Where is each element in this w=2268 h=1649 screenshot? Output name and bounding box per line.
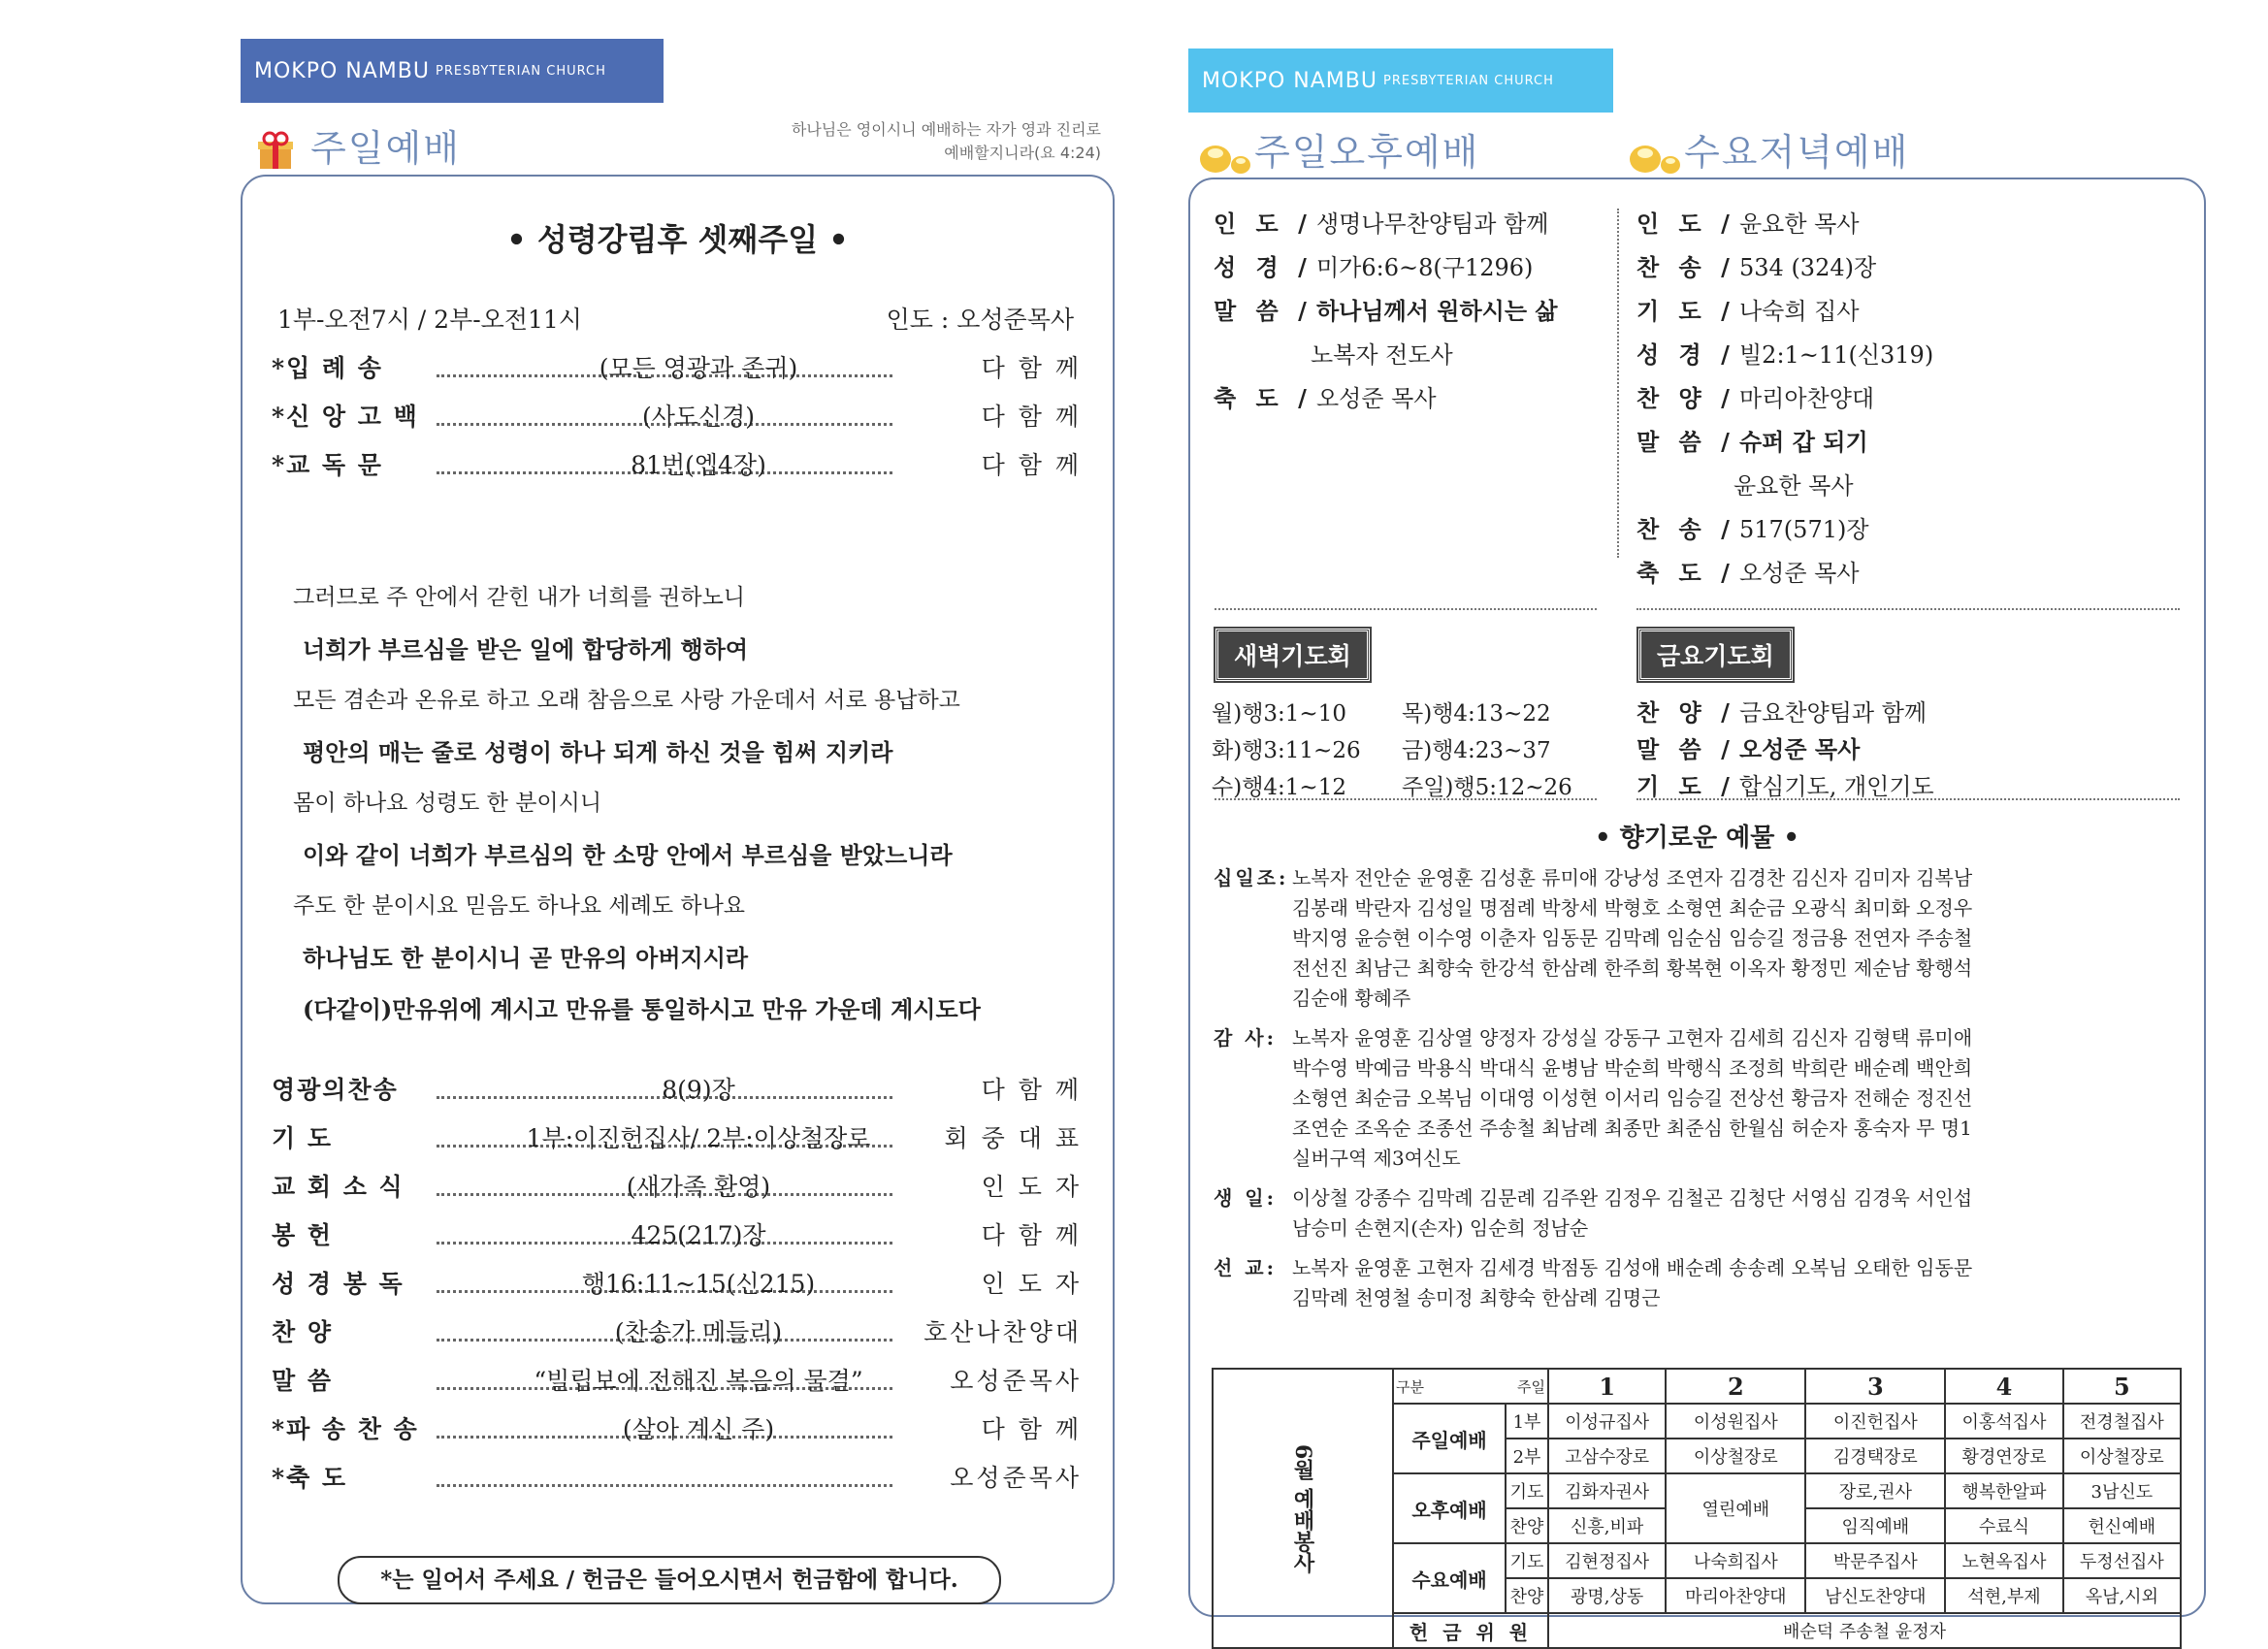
left-page — [204, 39, 1130, 1625]
field-value: 금요찬양팀과 함께 — [1739, 699, 1928, 727]
week-number: 4 — [1945, 1369, 2062, 1404]
schedule-cell: 나숙희집사 — [1666, 1543, 1805, 1578]
field-value: 오성준 목사 — [1316, 385, 1437, 412]
scripture-quote — [792, 118, 1101, 165]
schedule-cell: 이진헌집사 — [1805, 1404, 1945, 1439]
dawn-reading: 주일)행5:12~26 — [1402, 775, 1572, 800]
offering-name-line: 실버구역 제3여신도 — [1292, 1147, 1461, 1170]
offering-category: 선 교: — [1214, 1256, 1277, 1279]
divider — [1215, 608, 1597, 610]
schedule-cell: 광명,상동 — [1548, 1578, 1666, 1613]
reading-line: 평안의 매는 줄로 성령이 하나 되게 하신 것을 힘써 지키라 — [303, 738, 893, 766]
schedule-cell: 박문주집사 — [1805, 1543, 1945, 1578]
field-value: 오성준 목사 — [1739, 735, 1861, 763]
field-value: 윤요한 목사 — [1733, 472, 1854, 500]
field-value: 534 (324)장 — [1739, 254, 1877, 281]
order-item-name: *축 도 — [272, 1464, 348, 1492]
order-item-leader: 인 도 자 — [981, 1173, 1082, 1201]
schedule-cell: 노현옥집사 — [1945, 1543, 2062, 1578]
reading-line: 주도 한 분이시요 믿음도 하나요 세례도 하나요 — [293, 893, 746, 919]
schedule-cell: 전경철집사 — [2063, 1404, 2181, 1439]
order-item-detail: 1부:이진헌집사/ 2부:이상철장로 — [526, 1124, 871, 1152]
brand-banner-right — [1188, 48, 1613, 113]
offering-category: 감 사: — [1214, 1026, 1277, 1050]
column-divider — [1617, 209, 1619, 558]
schedule-group: 오후예배 — [1393, 1473, 1506, 1543]
order-item-detail: 425(217)장 — [631, 1221, 766, 1249]
schedule-cell: 마리아찬양대 — [1666, 1578, 1805, 1613]
schedule-cell: 석현,부제 — [1945, 1578, 2062, 1613]
service-schedule-table — [1212, 1368, 2182, 1649]
schedule-cell: 행복한알파 — [1945, 1473, 2062, 1508]
wednesday-title-text: 수요저녁예배 — [1684, 131, 1910, 174]
section-title-afternoon — [1198, 122, 1479, 177]
offering-names — [1292, 1183, 2194, 1244]
section-title-text: 주일예배 — [310, 127, 461, 170]
field-label: 기 도 / — [1636, 772, 1735, 800]
offering-names — [1292, 863, 2194, 1014]
order-item-leader: 다 함 께 — [981, 1076, 1082, 1104]
dawn-reading: 금)행4:23~37 — [1402, 738, 1551, 763]
reading-line: 너희가 부르심을 받은 일에 합당하게 행하여 — [303, 635, 749, 663]
order-item-name: 교 회 소 식 — [272, 1173, 405, 1201]
order-item-leader: 다 함 께 — [981, 1415, 1082, 1443]
field-value: 윤요한 목사 — [1739, 210, 1860, 238]
schedule-sub: 2부 — [1506, 1439, 1548, 1473]
service-heading: • 성령강림후 셋째주일 • — [506, 221, 849, 258]
candle-icon — [1628, 134, 1670, 177]
order-item-leader: 인 도 자 — [981, 1270, 1082, 1298]
field-label: 말 씀 / — [1636, 735, 1735, 763]
dawn-prayer-tag: 새벽기도회 — [1215, 629, 1370, 681]
field-value: 오성준 목사 — [1739, 560, 1860, 587]
field-value: 빌2:1~11(신319) — [1739, 341, 1934, 369]
dawn-reading: 화)행3:11~26 — [1212, 738, 1361, 763]
standing-note: *는 일어서 주세요 / 헌금은 들어오시면서 헌금함에 합니다. — [338, 1556, 1001, 1604]
offering-name-line: 김순애 황혜주 — [1292, 986, 1411, 1010]
divider — [1636, 798, 2180, 800]
schedule-sub: 찬양 — [1506, 1508, 1548, 1543]
offering-name-line: 노복자 윤영훈 고현자 김세경 박점동 김성애 배순례 송송례 오복님 오태한 임동문 — [1292, 1256, 1973, 1279]
schedule-group: 주일예배 — [1393, 1404, 1506, 1473]
offering-category: 생 일: — [1214, 1186, 1277, 1210]
order-item-detail: (살아 계신 주) — [622, 1415, 775, 1443]
field-label: 찬 송 / — [1636, 515, 1735, 543]
dawn-reading: 월)행3:1~10 — [1212, 701, 1346, 727]
order-item-name: *신 앙 고 백 — [272, 403, 419, 431]
section-title-wednesday — [1628, 122, 1909, 177]
schedule-cell: 고삼수장로 — [1548, 1439, 1666, 1473]
offering-name-line: 김막례 천영철 송미정 최향숙 한삼례 김명근 — [1292, 1286, 1661, 1310]
field-label: 말 씀 / — [1636, 428, 1735, 456]
field-value: 마리아찬양대 — [1739, 385, 1875, 412]
field-label: 축 도 / — [1636, 559, 1735, 587]
schedule-cell: 두정선집사 — [2063, 1543, 2181, 1578]
order-item-detail: 81번(엡4장) — [631, 451, 766, 479]
field-value: 슈퍼 갑 되기 — [1739, 428, 1868, 456]
offering-name-line: 김봉래 박란자 김성일 명점례 박창세 박형호 소형연 최순금 오광식 최미화 오정우 — [1292, 896, 1973, 920]
order-item-detail: (모든 영광과 존귀) — [599, 354, 798, 382]
schedule-cell: 김현정집사 — [1548, 1543, 1666, 1578]
sunday-service-box — [241, 175, 1115, 1604]
schedule-cell: 헌신예배 — [2063, 1508, 2181, 1543]
order-item-name: 봉 헌 — [272, 1221, 334, 1249]
offering-name-line: 박지영 윤승현 이수영 이춘자 임동문 김막례 임순심 임승길 정금용 전연자 주송철 — [1292, 926, 1973, 950]
order-item-detail: “빌립보에 전해진 복음의 물결” — [534, 1367, 863, 1395]
offering-name-line: 박수영 박예금 박용식 박대식 윤병남 박순희 박행식 조정희 박희란 배순례 백안희 — [1292, 1056, 1973, 1080]
offering-names — [1292, 1253, 2194, 1313]
order-item-detail: 8(9)장 — [662, 1076, 735, 1104]
field-label: 인 도 / — [1636, 210, 1735, 238]
week-number: 3 — [1805, 1369, 1945, 1404]
schedule-cell: 황경연장로 — [1945, 1439, 2062, 1473]
field-label: 말 씀 / — [1214, 297, 1312, 325]
offering-title: • 향기로운 예물 • — [1594, 824, 1800, 853]
field-value: 미가6:6~8(구1296) — [1316, 254, 1534, 281]
offering-category: 십일조: — [1214, 866, 1289, 889]
field-label: 찬 송 / — [1636, 253, 1735, 281]
order-item-detail: 행16:11~15(신215) — [581, 1270, 816, 1298]
order-item-leader: 회 중 대 표 — [944, 1124, 1082, 1152]
order-item-leader: 호산나찬양대 — [923, 1318, 1082, 1346]
field-value: 나숙희 집사 — [1739, 298, 1860, 325]
schedule-sub: 1부 — [1506, 1404, 1548, 1439]
offering-name-line: 소형연 최순금 오복님 이대영 이성현 이서리 임승길 전상선 황금자 전해순 정진선 — [1292, 1086, 1973, 1110]
divider — [1636, 608, 2180, 610]
brand-banner — [241, 39, 664, 103]
order-item-name: 찬 양 — [272, 1318, 334, 1346]
schedule-cell: 신흥,비파 — [1548, 1508, 1666, 1543]
schedule-sub: 기도 — [1506, 1473, 1548, 1508]
week-number: 2 — [1666, 1369, 1805, 1404]
schedule-sub: 찬양 — [1506, 1578, 1548, 1613]
offering-name-line: 조연순 조옥순 조종선 주송철 최남례 최종만 최준심 한월심 허순자 홍숙자 무 명1 — [1292, 1116, 1972, 1140]
schedule-cell: 김화자권사 — [1548, 1473, 1666, 1508]
order-item-detail: (새가족 환영) — [626, 1173, 771, 1201]
field-value: 517(571)장 — [1739, 516, 1869, 543]
order-item-leader: 오성준목사 — [950, 1367, 1082, 1395]
reading-line: (다같이)만유위에 계시고 만유를 통일하시고 만유 가운데 계시도다 — [303, 995, 981, 1023]
schedule-cell: 장로,권사 — [1805, 1473, 1945, 1508]
offering-name-line: 노복자 전안순 윤영훈 김성훈 류미애 강낭성 조연자 김경찬 김신자 김미자 김복남 — [1292, 866, 1973, 889]
schedule-cell: 수료식 — [1945, 1508, 2062, 1543]
reading-line: 몸이 하나요 성령도 한 분이시니 — [293, 791, 602, 816]
brand-name: MOKPO NAMBU — [254, 58, 430, 83]
divider — [1215, 798, 1597, 800]
schedule-cell: 3남신도 — [2063, 1473, 2181, 1508]
field-value: 하나님께서 원하시는 삶 — [1316, 297, 1558, 325]
service-leader: 인도 : 오성준목사 — [886, 306, 1074, 334]
order-item-name: 기 도 — [272, 1124, 334, 1152]
offering-name-line: 남승미 손현지(손자) 임순희 정남순 — [1292, 1216, 1589, 1240]
field-value: 노복자 전도사 — [1311, 341, 1453, 369]
reading-line: 모든 겸손과 온유로 하고 오래 참음으로 사랑 가운데서 서로 용납하고 — [293, 688, 960, 713]
brand-subtitle: PRESBYTERIAN CHURCH — [435, 63, 606, 79]
reading-line: 하나님도 한 분이시니 곧 만유의 아버지시라 — [303, 944, 749, 972]
afternoon-title-text: 주일오후예배 — [1254, 131, 1480, 174]
order-item-detail: (사도신경) — [641, 403, 756, 431]
corner-right: 주일 — [1517, 1377, 1545, 1396]
schedule-cell: 남신도찬양대 — [1805, 1578, 1945, 1613]
service-times: 1부-오전7시 / 2부-오전11시 — [277, 306, 582, 334]
order-item-leader: 다 함 께 — [981, 354, 1082, 382]
order-item-name: *입 례 송 — [272, 354, 383, 382]
schedule-cell: 이성규집사 — [1548, 1404, 1666, 1439]
week-number: 5 — [2063, 1369, 2181, 1404]
order-item-leader: 다 함 께 — [981, 403, 1082, 431]
right-page — [1183, 48, 2226, 1644]
friday-prayer-tag: 금요기도회 — [1638, 629, 1793, 681]
dawn-reading: 수)행4:1~12 — [1212, 775, 1346, 800]
offering-name-line: 노복자 윤영훈 김상열 양정자 강성실 강동구 고현자 김세희 김신자 김형택 류미애 — [1292, 1026, 1973, 1050]
order-item-name: *파 송 찬 송 — [272, 1415, 419, 1443]
right-content-box — [1188, 178, 2206, 1644]
brand-subtitle: PRESBYTERIAN CHURCH — [1382, 73, 1554, 88]
section-title-sunday — [254, 118, 461, 173]
schedule-sub: 기도 — [1506, 1543, 1548, 1578]
gift-icon — [254, 130, 297, 173]
reading-line: 이와 같이 너희가 부르심의 한 소망 안에서 부르심을 받았느니라 — [303, 841, 953, 869]
schedule-cell: 이성원집사 — [1666, 1404, 1805, 1439]
field-label: 인 도 / — [1214, 210, 1312, 238]
order-item-name: 영광의찬송 — [272, 1076, 399, 1104]
candle-icon — [1198, 134, 1241, 177]
week-number: 1 — [1548, 1369, 1666, 1404]
corner-left: 구분 — [1396, 1377, 1424, 1396]
schedule-cell: 열린예배 — [1666, 1473, 1805, 1543]
scripture-line-1: 하나님은 영이시니 예배하는 자가 영과 진리로 — [791, 120, 1101, 139]
offering-names — [1292, 1023, 2194, 1174]
field-value: 생명나무찬양팀과 함께 — [1316, 210, 1549, 238]
field-value: 합심기도, 개인기도 — [1739, 773, 1934, 800]
scripture-line-2: 예배할지니라(요 4:24) — [944, 144, 1101, 162]
order-item-leader: 다 함 께 — [981, 1221, 1082, 1249]
field-label: 성 경 / — [1636, 340, 1735, 369]
order-item-leader: 다 함 께 — [981, 451, 1082, 479]
order-item-detail: (찬송가 메들리) — [614, 1318, 783, 1346]
schedule-footer-value: 배순덕 주송철 윤정자 — [1548, 1613, 2181, 1648]
dawn-reading: 목)행4:13~22 — [1402, 701, 1551, 727]
brand-name: MOKPO NAMBU — [1202, 68, 1377, 93]
field-label: 성 경 / — [1214, 253, 1312, 281]
offering-name-line: 전선진 최남근 최향숙 한강석 한삼례 한주희 황복현 이옥자 황정민 제순남 황행석 — [1292, 956, 1973, 980]
schedule-corner — [1393, 1369, 1548, 1404]
schedule-cell: 이상철장로 — [1666, 1439, 1805, 1473]
field-label: 찬 양 / — [1636, 384, 1735, 412]
schedule-cell: 옥남,시외 — [2063, 1578, 2181, 1613]
field-label: 기 도 / — [1636, 297, 1735, 325]
schedule-side-label: 6월 예배봉사 — [1213, 1369, 1393, 1648]
schedule-group: 수요예배 — [1393, 1543, 1506, 1613]
offering-name-line: 이상철 강종수 김막례 김문례 김주완 김정우 김철곤 김청단 서영심 김경욱 서인섭 — [1292, 1186, 1973, 1210]
order-item-name: *교 독 문 — [272, 451, 383, 479]
dotted-leader — [437, 1484, 892, 1487]
order-item-leader: 오성준목사 — [950, 1464, 1082, 1492]
field-label: 축 도 / — [1214, 384, 1312, 412]
reading-line: 그러므로 주 안에서 갇힌 내가 너희를 권하노니 — [293, 585, 746, 610]
schedule-cell: 김경택장로 — [1805, 1439, 1945, 1473]
field-label: 찬 양 / — [1636, 698, 1735, 727]
order-item-name: 성 경 봉 독 — [272, 1270, 405, 1298]
schedule-footer-label: 헌 금 위 원 — [1393, 1613, 1548, 1648]
schedule-cell: 이상철장로 — [2063, 1439, 2181, 1473]
order-item-name: 말 씀 — [272, 1367, 334, 1395]
schedule-cell: 이홍석집사 — [1945, 1404, 2062, 1439]
schedule-cell: 임직예배 — [1805, 1508, 1945, 1543]
